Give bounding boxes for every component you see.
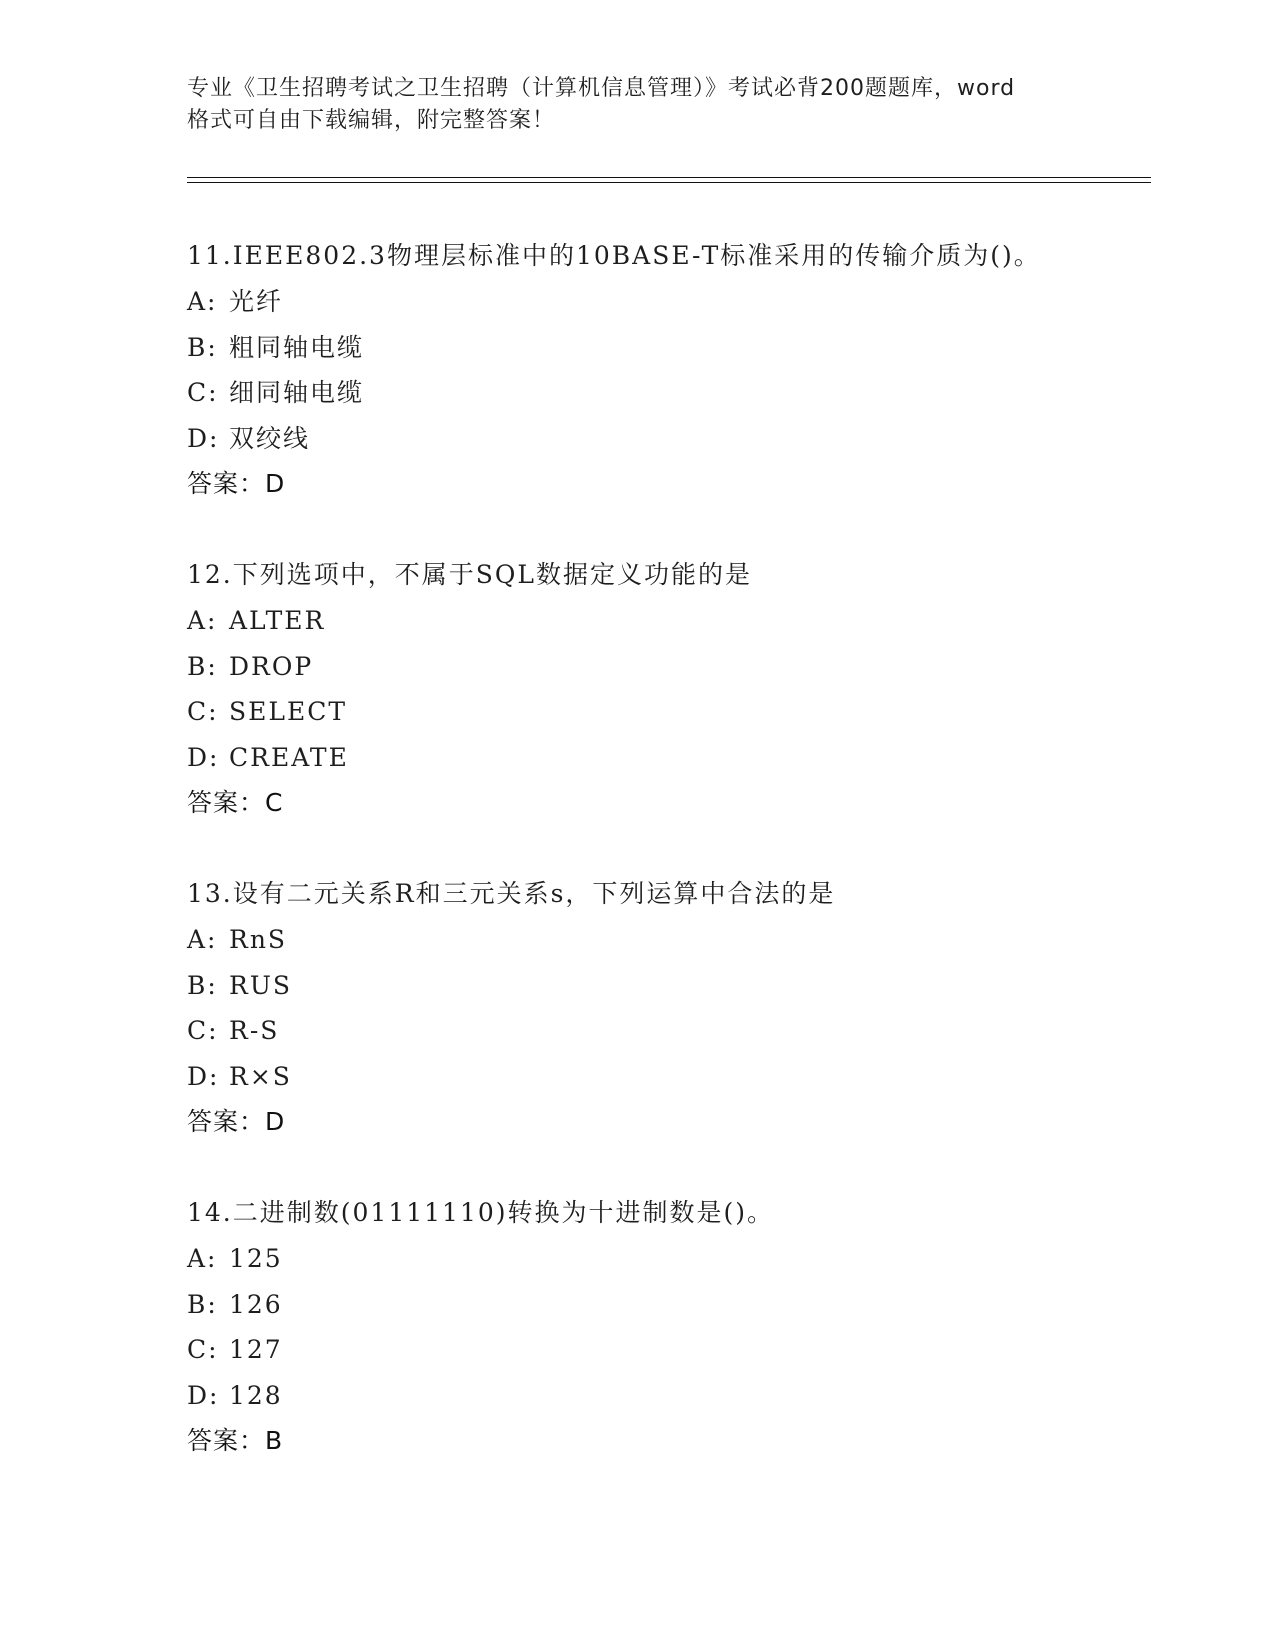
option-label: A: bbox=[187, 606, 218, 635]
question-12 bbox=[187, 553, 1147, 825]
option-d bbox=[187, 1374, 1147, 1420]
option-label: B: bbox=[187, 970, 218, 1000]
option-b bbox=[187, 1283, 1147, 1329]
option-label: C: bbox=[187, 697, 219, 726]
answer-line: 答案：D bbox=[187, 469, 286, 498]
option-label: C: bbox=[187, 1016, 219, 1045]
question-stem: 13.设有二元关系R和三元关系s，下列运算中合法的是 bbox=[187, 879, 836, 908]
option-label: C: bbox=[187, 378, 219, 407]
option-text: RUS bbox=[229, 970, 293, 1000]
option-c bbox=[187, 1328, 1147, 1374]
option-text: 125 bbox=[229, 1244, 283, 1273]
option-text: R×S bbox=[229, 1061, 292, 1091]
option-text: CREATE bbox=[229, 742, 349, 772]
question-stem: 11.IEEE802.3物理层标准中的10BASE-T标准采用的传输介质为()。 bbox=[187, 241, 1041, 270]
header-divider-top bbox=[187, 177, 1151, 178]
option-a bbox=[187, 918, 1147, 964]
option-a bbox=[187, 280, 1147, 326]
option-text: RnS bbox=[229, 925, 288, 954]
option-label: D: bbox=[187, 423, 220, 453]
option-label: A: bbox=[187, 925, 218, 954]
question-stem: 14.二进制数(01111110)转换为十进制数是()。 bbox=[187, 1198, 775, 1227]
option-text: 128 bbox=[229, 1380, 283, 1410]
option-label: B: bbox=[187, 1289, 218, 1319]
answer-line: 答案：D bbox=[187, 1107, 286, 1136]
option-b bbox=[187, 645, 1147, 691]
option-c bbox=[187, 690, 1147, 736]
option-d bbox=[187, 417, 1147, 463]
option-label: A: bbox=[187, 287, 218, 316]
option-a bbox=[187, 1237, 1147, 1283]
option-a bbox=[187, 599, 1147, 645]
question-11 bbox=[187, 234, 1147, 506]
option-text: R-S bbox=[229, 1016, 280, 1045]
option-c bbox=[187, 371, 1147, 417]
option-text: 光纤 bbox=[229, 287, 284, 316]
option-label: D: bbox=[187, 1380, 220, 1410]
option-b bbox=[187, 964, 1147, 1010]
header-divider-bottom bbox=[187, 182, 1151, 183]
option-text: 126 bbox=[229, 1289, 283, 1319]
question-14 bbox=[187, 1191, 1147, 1463]
option-text: 细同轴电缆 bbox=[229, 378, 365, 407]
option-text: 粗同轴电缆 bbox=[229, 332, 365, 362]
option-label: D: bbox=[187, 742, 220, 772]
option-d bbox=[187, 736, 1147, 782]
option-label: B: bbox=[187, 651, 218, 681]
option-label: D: bbox=[187, 1061, 220, 1091]
question-13 bbox=[187, 872, 1147, 1144]
option-text: 双绞线 bbox=[229, 423, 311, 453]
option-text: DROP bbox=[229, 651, 314, 681]
question-stem: 12.下列选项中，不属于SQL数据定义功能的是 bbox=[187, 560, 752, 589]
option-text: 127 bbox=[229, 1335, 283, 1364]
option-b bbox=[187, 326, 1147, 372]
option-label: A: bbox=[187, 1244, 218, 1273]
option-c bbox=[187, 1009, 1147, 1055]
header-line-1: 专业《卫生招聘考试之卫生招聘（计算机信息管理）》考试必背200题题库，word bbox=[187, 76, 1016, 101]
option-label: C: bbox=[187, 1335, 219, 1364]
answer-line: 答案：B bbox=[187, 1426, 284, 1455]
option-d bbox=[187, 1055, 1147, 1101]
document-header bbox=[187, 73, 1087, 137]
option-text: ALTER bbox=[229, 606, 326, 635]
option-text: SELECT bbox=[229, 697, 348, 726]
header-line-2: 格式可自由下载编辑，附完整答案！ bbox=[187, 108, 556, 133]
option-label: B: bbox=[187, 332, 218, 362]
answer-line: 答案：C bbox=[187, 788, 284, 817]
